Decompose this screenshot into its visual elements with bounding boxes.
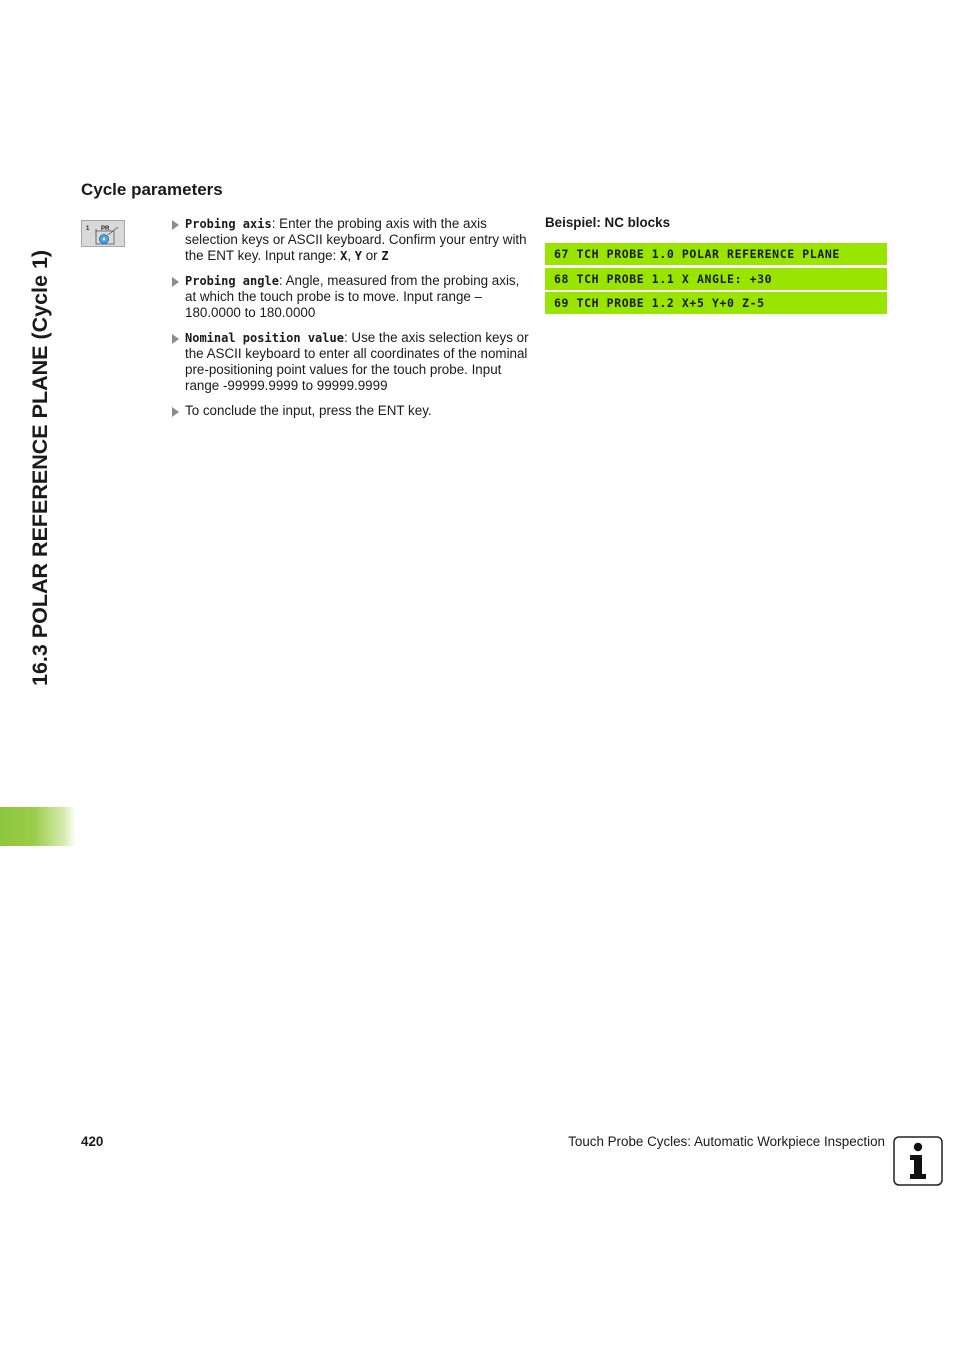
parameter-term: Probing axis [185,217,272,231]
separator: or [362,248,382,263]
parameter-nominal-position [172,330,532,394]
parameter-probing-axis [172,216,532,264]
nc-block-line: 67 TCH PROBE 1.0 POLAR REFERENCE PLANE [545,243,887,265]
parameter-description: : Enter the probing axis with the axis selection keys or ASCII keyboard. Confirm your entry with the ENT key. Input range: [185,216,527,263]
polar-reference-softkey-icon [81,220,125,247]
parameter-list [172,216,532,428]
parameter-description: : Angle, measured from the probing axis, at which the touch probe is to move. Input range –180.0000 to 180.0000 [185,273,520,320]
footer-title: Touch Probe Cycles: Automatic Workpiece Inspection [568,1134,885,1149]
separator: , [347,248,355,263]
parameter-description: To conclude the input, press the ENT key. [185,403,432,418]
nc-block-line: 69 TCH PROBE 1.2 X+5 Y+0 Z-5 [545,292,887,314]
parameter-conclude-input [172,403,532,419]
bullet-arrow-icon [172,407,179,417]
bullet-arrow-icon [172,277,179,287]
axis-key-y: Y [354,249,362,263]
page-number: 420 [81,1134,104,1149]
chapter-tab-marker [0,807,76,846]
parameter-term: Probing angle [185,274,279,288]
bullet-arrow-icon [172,220,179,230]
parameter-description: : Use the axis selection keys or the ASCII keyboard to enter all coordinates of the nominal pre-positioning point values for the touch probe. Input range -99999.9999 to 99999.9999 [185,330,529,393]
parameter-term: Nominal position value [185,331,344,345]
section-heading: Cycle parameters [81,180,223,199]
axis-key-z: Z [381,249,389,263]
nc-block-line: 68 TCH PROBE 1.1 X ANGLE: +30 [545,268,887,290]
chapter-side-title: 16.3 POLAR REFERENCE PLANE (Cycle 1) [28,249,52,686]
bullet-arrow-icon [172,334,179,344]
example-label: Beispiel: NC blocks [545,215,671,230]
softkey-number-label: 1 [86,226,90,232]
parameter-probing-angle [172,273,532,321]
axis-key-x: X [340,249,348,263]
info-icon[interactable] [893,1136,943,1186]
softkey-pr-label: PR [101,226,110,232]
